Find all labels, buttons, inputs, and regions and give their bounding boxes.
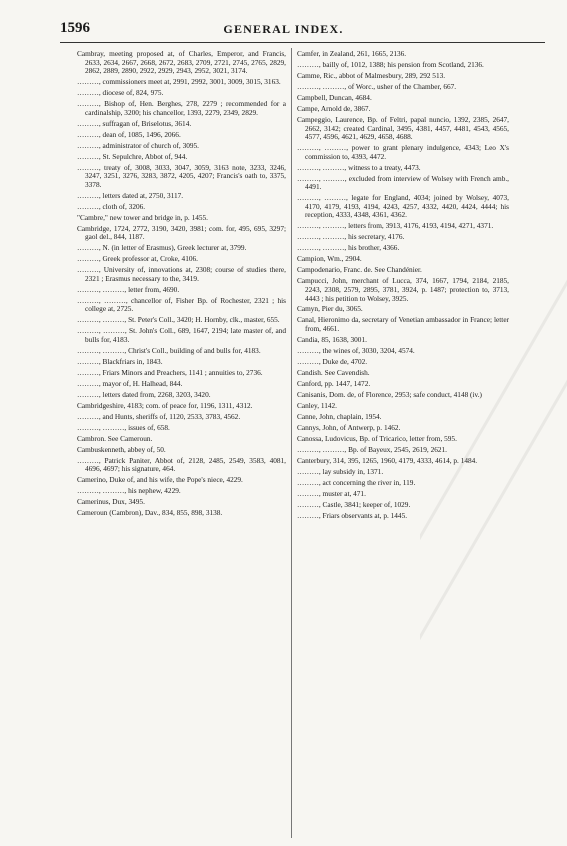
index-entry: Canterbury, 314, 395, 1265, 1960, 4179, 4333, 4614, p. 1484.	[297, 455, 478, 465]
index-entry: Campion, Wm., 2904.	[297, 254, 362, 264]
index-entry: ………, Bishop of, Hen. Berghes, 278, 2279 ; recommended for a cardinalship, 3200; his chancellor, 1393, 2279, 2349, 2829.	[77, 99, 286, 117]
column-divider	[291, 48, 292, 838]
index-entry: Candish. See Cavendish.	[297, 368, 370, 377]
index-entry: Cannys, John, of Antwerp, p. 1462.	[297, 422, 401, 432]
index-entry: ………, ………, his brother, 4366.	[297, 243, 400, 253]
index-column-left	[77, 50, 286, 520]
index-column-right	[297, 50, 509, 523]
index-entry: ………, ………, Bp. of Bayeux, 2545, 2619, 2621.	[297, 444, 447, 454]
page-number: 1596	[60, 20, 90, 36]
index-entry: Camerino, Duke of, and his wife, the Pope's niece, 4229.	[77, 475, 243, 485]
index-entry: Campucci, John, merchant of Lucca, 374, 1667, 1794, 2184, 2185, 2243, 2308, 2579, 2895, 3781, 3924, p. 1487; protection to, 3713, 4443 ; his petition to Wolsey, 3925.	[297, 276, 509, 303]
index-entry: ………, administrator of church of, 3095.	[77, 140, 199, 150]
index-entry: Canford, pp. 1447, 1472.	[297, 378, 371, 388]
index-entry: ………, mayor of, H. Halhead, 844.	[77, 378, 183, 388]
index-entry: ………, ………, St. Peter's Coll., 3420; H. Hornby, clk., master, 655.	[77, 315, 280, 325]
index-entry: Canal, Hieronimo da, secretary of Venetian ambassador in France; letter from, 4661.	[297, 315, 509, 334]
index-entry: ………, ………, witness to a treaty, 4473.	[297, 162, 421, 172]
index-entry: ………, ………, Christ's Coll., building of and bulls for, 4183.	[77, 346, 261, 356]
index-entry: Canisanis, Dom. de, of Florence, 2953; safe conduct, 4148 (iv.)	[297, 389, 482, 399]
index-entry: Cambron. See Cameroun.	[77, 433, 153, 443]
index-entry: ………, letters dated at, 2750, 3117.	[77, 190, 184, 200]
header-rule	[60, 42, 545, 43]
index-entry: Cambridge, 1724, 2772, 3190, 3420, 3981; com. for, 495, 695, 3297; gaol del., 844, 1187.	[77, 223, 286, 242]
index-entry: ………, ………, legate for England, 4034; joined by Wolsey, 4073, 4170, 4179, 4193, 4194, 4243, 4257, 4332, 4420, 4424, 4444; his reception, 4333, 4348, 4361, 4362.	[297, 193, 509, 220]
index-entry: Canossa, Ludovicus, Bp. of Tricarico, letter from, 595.	[297, 433, 457, 443]
index-entry: ………, ………, chancellor of, Fisher Bp. of Rochester, 2321 ; his college at, 2725.	[77, 295, 286, 314]
index-entry: ………, Patrick Paniter, Abbot of, 2128, 2485, 2549, 3583, 4081, 4696, 4697; his signature, 464.	[77, 455, 286, 474]
index-entry: ………, University of, innovations at, 2308; course of studies there, 2321 ; Erasmus necessary to the, 3419.	[77, 265, 286, 283]
index-entry: ………, muster at, 471.	[297, 488, 366, 498]
index-entry: ………, the wines of, 3030, 3204, 4574.	[297, 346, 415, 356]
index-entry: ………, treaty of, 3008, 3033, 3047, 3059, 3163 note, 3233, 3246, 3247, 3251, 3276, 3283, 3872, 4205, 4207; Francis's oath to, 3375, 3378.	[77, 162, 286, 189]
index-entry: ………, ………, letter from, 4690.	[77, 284, 180, 294]
index-entry: ………, and Hunts, sheriffs of, 1120, 2533, 3783, 4562.	[77, 411, 241, 421]
index-entry: Campodenario, Franc. de. See Chandénier.	[297, 265, 422, 275]
index-entry: ………, letters dated from, 2268, 3203, 3420.	[77, 389, 211, 399]
index-entry: Campe, Arnold de, 3867.	[297, 103, 371, 113]
index-entry: ………, Castle, 3841; keeper of, 1029.	[297, 499, 411, 509]
index-entry: Cambray, meeting proposed at, of Charles, Emperor, and Francis, 2633, 2634, 2667, 2668, 2672, 2683, 2709, 2721, 2745, 2765, 2829, 2862, 2889, 2890, 2922, 2929, 2943, 2952, 3021, 3174.	[77, 49, 286, 76]
index-entry: Camme, Ric., abbot of Malmesbury, 289, 292 513.	[297, 70, 446, 80]
index-entry: ………, diocese of, 824, 975.	[77, 88, 164, 98]
running-title: GENERAL INDEX.	[223, 22, 344, 36]
index-entry: ………, Friars observants at, p. 1445.	[297, 510, 408, 520]
index-entry: ………, ………, power to grant plenary indulgence, 4343; Leo X's commission to, 4393, 4472.	[297, 143, 509, 161]
index-entry: ………, N. (in letter of Erasmus), Greek lecturer at, 3799.	[77, 243, 247, 253]
index-entry: ………, Duke de, 4702.	[297, 357, 368, 367]
index-entry: ………, ………, letters from, 3913, 4176, 4193, 4194, 4271, 4371.	[297, 221, 494, 231]
index-entry: Camyn, Pier du, 3065.	[297, 304, 363, 314]
index-entry: ………, Friars Minors and Preachers, 1141 ; annuities to, 2736.	[77, 368, 263, 377]
index-entry: Camerinus, Dux, 3495.	[77, 497, 145, 507]
index-entry: ………, act concerning the river in, 119.	[297, 477, 416, 487]
index-entry: ………, lay subsidy in, 1371.	[297, 466, 384, 476]
index-entry: Cameroun (Cambron), Dav., 834, 855, 898, 3138.	[77, 508, 223, 518]
index-entry: ………, ………, his secretary, 4176.	[297, 232, 405, 242]
index-entry: ………, suffragan of, Briselotus, 3614.	[77, 118, 192, 128]
index-entry: ………, ………, his nephew, 4229.	[77, 486, 181, 496]
index-entry: Canley, 1142.	[297, 400, 337, 410]
index-entry: Candia, 85, 1638, 3001.	[297, 335, 367, 345]
index-entry: Campeggio, Laurence, Bp. of Feltri, papal nuncio, 1392, 2385, 2647, 2662, 3142; created Cardinal, 3495, 4381, 4457, 4481, 4543, 4565, 4577, 4596, 4621, 4629, 4658, 4688.	[297, 114, 509, 142]
index-entry: ………, ………, excluded from interview of Wolsey with French amb., 4491.	[297, 173, 509, 192]
index-entry: Campbell, Duncan, 4684.	[297, 92, 372, 102]
index-entry: Canne, John, chaplain, 1954.	[297, 411, 382, 421]
index-entry: ………, ………, St. John's Coll., 689, 1647, 2194; late master of, and bulls for, 4183.	[77, 326, 286, 345]
index-entry: ………, dean of, 1085, 1496, 2066.	[77, 129, 181, 139]
index-entry: Cambridgeshire, 4183; com. of peace for, 1196, 1311, 4312.	[77, 400, 253, 410]
index-entry: ………, ………, issues of, 658.	[77, 422, 170, 432]
index-entry: ………, Blackfriars in, 1843.	[77, 357, 163, 367]
index-entry: "Cambre," new tower and bridge in, p. 1455.	[77, 212, 208, 222]
index-entry: ………, commissioners meet at, 2991, 2992, 3001, 3009, 3015, 3163.	[77, 77, 281, 87]
index-entry: Cambuskenneth, abbey of, 50.	[77, 444, 166, 454]
index-entry: ………, ………, of Worc., usher of the Chamber, 667.	[297, 81, 457, 91]
index-entry: ………, Greek professor at, Croke, 4106.	[77, 254, 198, 264]
index-entry: ………, St. Sepulchre, Abbot of, 944.	[77, 151, 188, 161]
index-entry: ………, cloth of, 3206.	[77, 201, 146, 211]
index-entry: ………, bailly of, 1012, 1388; his pension from Scotland, 2136.	[297, 59, 484, 69]
index-entry: Camfer, in Zealand, 261, 1665, 2136.	[297, 49, 407, 58]
